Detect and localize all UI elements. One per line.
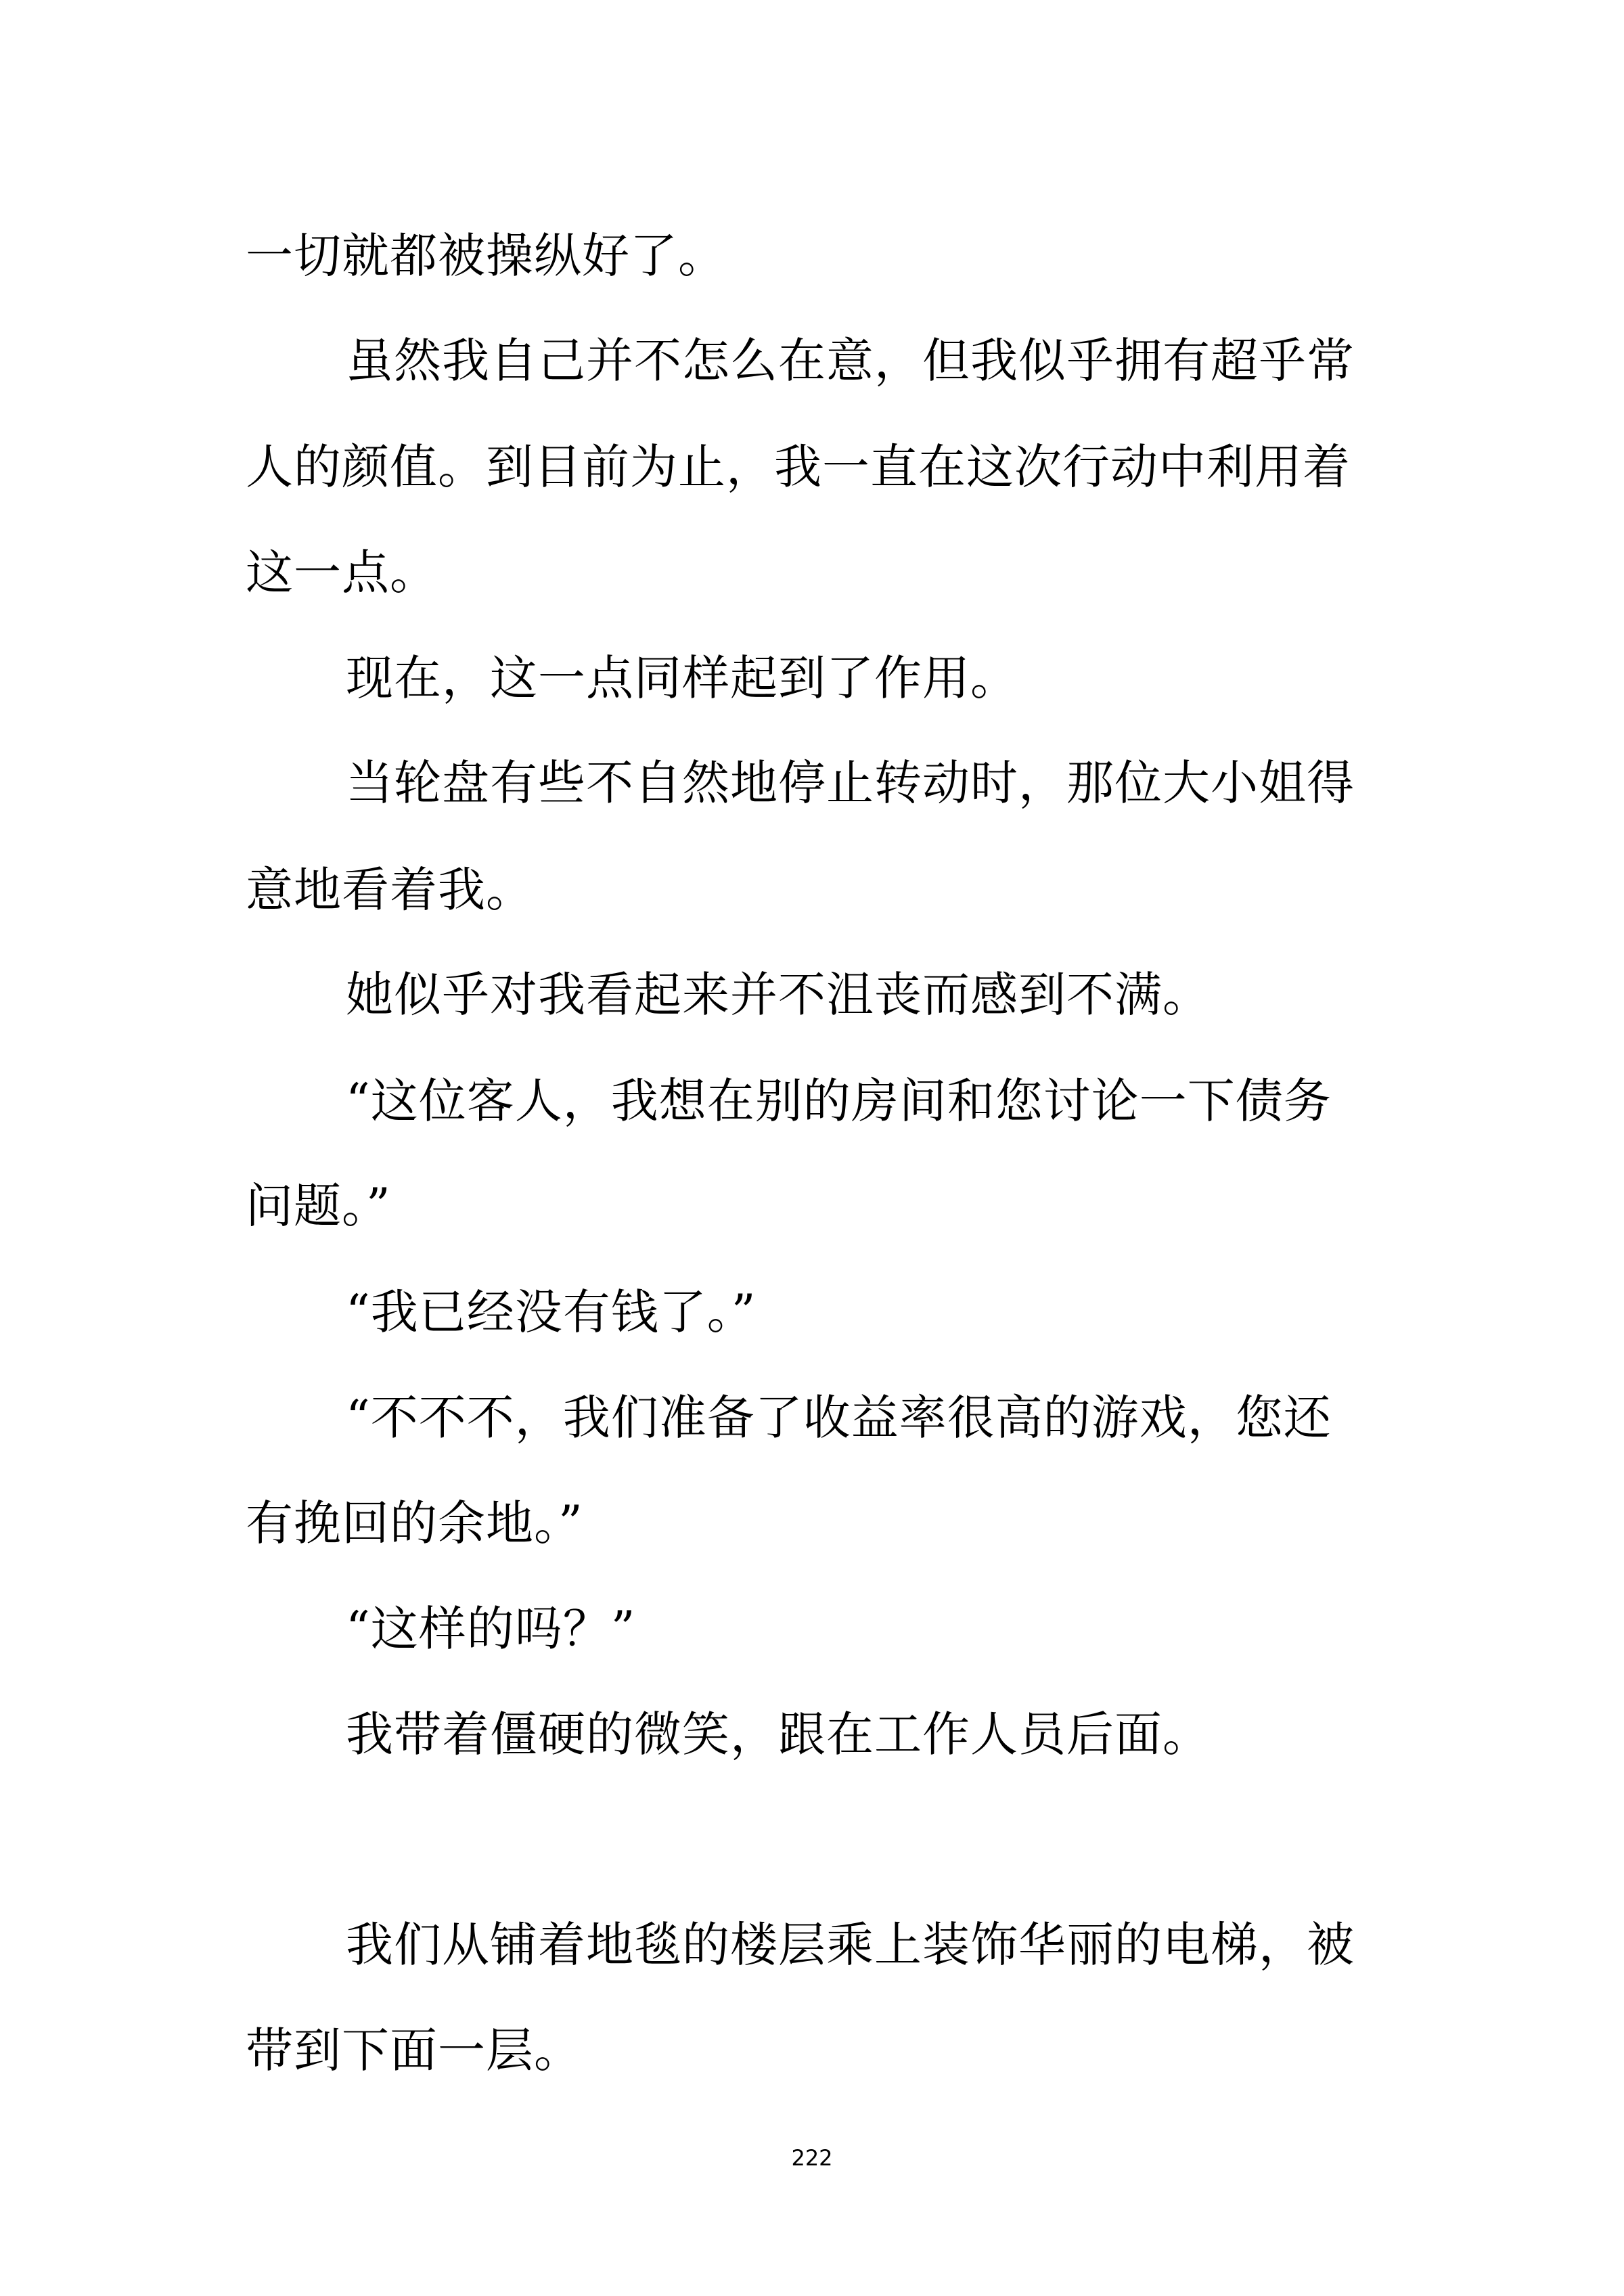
text-line: 我带着僵硬的微笑，跟在工作人员后面。	[346, 1707, 1211, 1762]
text-line: 她似乎对我看起来并不沮丧而感到不满。	[346, 967, 1211, 1022]
text-line: “这样的吗？”	[346, 1601, 636, 1657]
text-line: “不不不，我们准备了收益率很高的游戏，您还	[346, 1390, 1332, 1445]
text-line: 我们从铺着地毯的楼层乘上装饰华丽的电梯，被	[346, 1917, 1355, 1973]
text-line: 虽然我自己并不怎么在意，但我似乎拥有超乎常	[346, 333, 1355, 388]
page-number: 222	[791, 2145, 833, 2171]
text-line: 带到下面一层。	[246, 2023, 582, 2078]
text-line: 一切就都被操纵好了。	[246, 228, 726, 284]
text-line: 有挽回的余地。”	[246, 1495, 583, 1551]
text-line: 现在，这一点同样起到了作用。	[346, 650, 1018, 706]
text-line: 问题。”	[246, 1178, 391, 1234]
text-line: 这一点。	[246, 545, 438, 600]
text-line: 当轮盘有些不自然地停止转动时，那位大小姐得	[346, 755, 1355, 811]
text-line: 人的颜值。到目前为止，我一直在这次行动中利用着	[246, 439, 1351, 495]
text-line: 意地看着我。	[246, 862, 534, 918]
text-line: “我已经没有钱了。”	[346, 1284, 757, 1340]
text-line: “这位客人，我想在别的房间和您讨论一下债务	[346, 1073, 1332, 1129]
